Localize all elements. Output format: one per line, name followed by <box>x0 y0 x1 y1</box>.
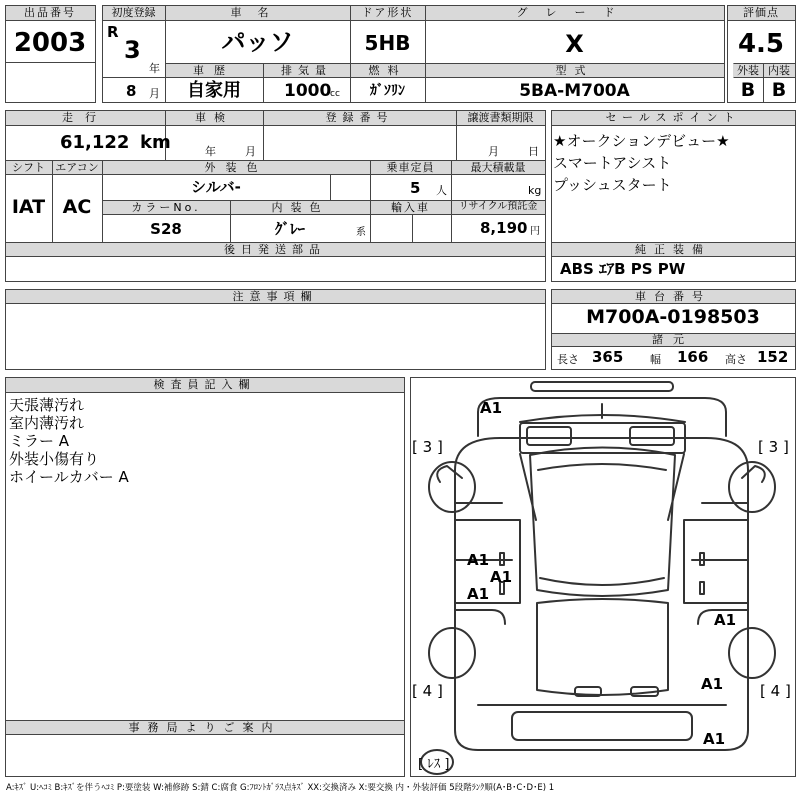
mileage-unit: km <box>140 132 171 153</box>
capacity: 5 <box>410 179 421 197</box>
spare-tire: [ ﾚｽ ] <box>418 757 450 772</box>
interior-label: 内装 <box>768 64 790 77</box>
damage-mark: A1 <box>701 675 724 693</box>
tire-rear-left: [ 4 ] <box>412 682 443 700</box>
mileage: 61,122 <box>60 132 130 153</box>
inspection-year-unit: 年 <box>205 145 216 158</box>
lot-number-label: 出品番号 <box>24 6 76 19</box>
tire-value: 3 <box>768 438 779 456</box>
interior-score: B <box>771 79 787 101</box>
air-conditioner: AC <box>62 196 92 218</box>
inspection-month-unit: 月 <box>245 145 256 158</box>
damage-mark: A1 <box>714 611 737 629</box>
capacity-unit: 人 <box>436 184 447 197</box>
exterior-label: 外装 <box>737 64 759 77</box>
ac-label: エアコン <box>55 161 99 174</box>
fuel: ｶﾞｿﾘﾝ <box>370 83 405 99</box>
dimensions-label: 諸元 <box>652 333 694 346</box>
transfer-doc-label: 譲渡書類期限 <box>467 111 534 124</box>
exterior-score: B <box>740 79 756 101</box>
damage-mark: A1 <box>703 730 726 748</box>
history: 自家用 <box>187 80 241 101</box>
sales-point-item: ★オークションデビュー★ <box>553 132 730 150</box>
int-color: ｸﾞﾚｰ <box>274 220 305 238</box>
chassis-number: M700A-0198503 <box>586 306 760 328</box>
tire-rear-right: [ 4 ] <box>760 682 791 700</box>
sales-point-label: セールスポイント <box>605 111 741 124</box>
legend: A:ｷｽﾞ U:ﾍｺﾐ B:ｷｽﾞを伴うﾍｺﾐ P:要塗装 W:補修跡 S:錆 C:腐食 G:ﾌﾛﾝﾄｶﾞﾗｽ点ｷｽﾞ XX:交換済み X:要交換 内・外装評価 5段階ﾗﾝｸ順(A･B･C･D･E) 1 <box>6 783 555 793</box>
tire-front-right: [ 3 ] <box>758 438 789 456</box>
damage-mark: A1 <box>467 585 490 603</box>
tire-value: 4 <box>422 682 433 700</box>
notes-label: 注意事項欄 <box>232 290 318 303</box>
inspector-note: ホイールカバー A <box>9 468 129 486</box>
lot-number: 2003 <box>13 28 87 58</box>
ext-color: シルバ- <box>191 178 241 196</box>
registration-month: 8 <box>126 82 137 100</box>
length-value: 365 <box>592 348 624 366</box>
height-label: 高さ <box>725 353 747 366</box>
history-label: 車歴 <box>193 64 235 77</box>
month-unit: 月 <box>149 87 160 100</box>
width-label: 幅 <box>650 353 661 366</box>
recycle-fee: 8,190 <box>480 219 528 237</box>
inspector-note: 天張薄汚れ <box>9 396 85 414</box>
int-color-unit: 系 <box>356 227 366 238</box>
ext-color-label: 外装色 <box>204 161 268 174</box>
width-value: 166 <box>677 348 709 366</box>
spare-value: ﾚｽ <box>427 757 441 772</box>
first-registration-label: 初度登録 <box>111 6 156 19</box>
inspector-label: 検査員記入欄 <box>153 378 256 391</box>
later-parts-label: 後日発送部品 <box>224 243 326 256</box>
inspection-label: 車検 <box>195 111 233 124</box>
grade-label: グレード <box>516 6 633 19</box>
score-label: 評価点 <box>743 6 779 19</box>
office-label: 事務局よりご案内 <box>128 721 281 734</box>
inspector-notes <box>9 396 129 486</box>
grade: X <box>565 30 584 58</box>
chassis-label: 車台番号 <box>635 290 711 303</box>
inspector-note: 室内薄汚れ <box>9 414 85 432</box>
year-unit: 年 <box>149 62 160 75</box>
registration-era: R <box>107 23 119 41</box>
mileage-label: 走行 <box>62 111 108 124</box>
damage-mark: A1 <box>467 551 490 569</box>
displacement: 1000 <box>284 81 332 101</box>
color-no-label: カラーNo. <box>131 201 201 214</box>
import-label: 輸入車 <box>391 201 430 214</box>
damage-mark: A1 <box>480 399 503 417</box>
displacement-unit: cc <box>330 89 340 99</box>
equipment-label: 純正装備 <box>635 243 711 256</box>
height-value: 152 <box>757 348 789 366</box>
transfer-day-unit: 日 <box>528 145 539 158</box>
model-code: 5BA-M700A <box>519 81 630 101</box>
length-label: 長さ <box>557 353 579 366</box>
registration-year: 3 <box>124 36 141 64</box>
shift: IAT <box>11 196 46 218</box>
overall-score: 4.5 <box>737 29 785 59</box>
shift-label: シフト <box>12 161 45 174</box>
sales-point-item: プッシュスタート <box>553 176 672 194</box>
int-color-label: 内装色 <box>271 201 329 214</box>
inspector-note: 外装小傷有り <box>9 450 100 468</box>
tire-front-left: [ 3 ] <box>412 438 443 456</box>
inspector-note: ミラー A <box>9 432 70 450</box>
transfer-month-unit: 月 <box>488 145 499 158</box>
sales-point-list <box>553 132 730 194</box>
tire-value: 4 <box>770 682 781 700</box>
door-label: ドア形状 <box>361 6 414 19</box>
model-label: 型式 <box>555 64 594 77</box>
displacement-label: 排気量 <box>281 64 332 77</box>
color-number: S28 <box>150 220 182 238</box>
tire-value: 3 <box>422 438 433 456</box>
equipment-value: ABS ｴｱB PS PW <box>560 260 686 278</box>
plate-label: 登録番号 <box>325 111 394 124</box>
sales-point-item: スマートアシスト <box>553 154 672 172</box>
recycle-unit: 円 <box>530 226 540 237</box>
damage-mark: A1 <box>490 568 513 586</box>
fuel-label: 燃料 <box>368 64 407 77</box>
max-load-unit: kg <box>528 184 542 197</box>
door-type: 5HB <box>364 31 411 55</box>
car-name: パッソ <box>221 28 294 56</box>
capacity-label: 乗車定員 <box>386 161 435 174</box>
car-name-label: 車名 <box>230 6 285 19</box>
max-load-label: 最大積載量 <box>470 161 526 174</box>
recycle-label: リサイクル預託金 <box>458 201 538 212</box>
